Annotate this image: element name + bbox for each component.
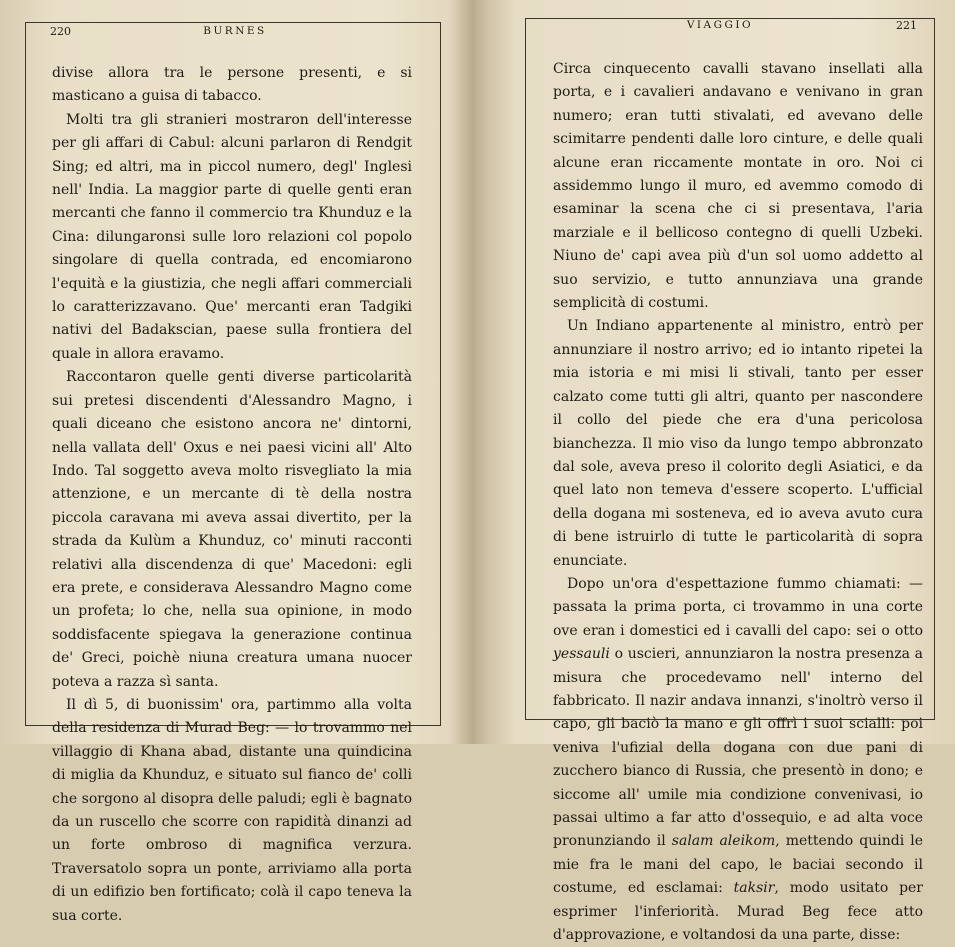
right-p3-part-c: , mettendo quindi le mie fra le mani del capo, le baciai secondo il costume, ed esclamai: <box>553 833 923 897</box>
left-page <box>0 0 470 924</box>
right-running-head: VIAGGIO <box>686 19 754 31</box>
left-paragraph-3: Raccontaron quelle genti diverse particolarità sui pretesi discendenti d'Alessandro Magno, i quali diceano che esistono ancora ne' dintorni, nella vallata dell' Oxus e nei paesi vicini all' Alto Indo. Tal soggetto aveva molto risvegliato la mia attenzione, e un mercante di tè della nostra piccola caravana mi aveva assai divertito, per la strada da Kulùm a Khunduz, co' minuti racconti relativi alla discendenza di que' Macedoni: egli era prete, e considerava Alessandro Magno come un profeta; lo che, nella sua opinione, in modo soddisfacente spiegava la generazione continua de' Greci, poichè niuna creatura umana nuocer poteva a razza sì santa. <box>52 369 412 690</box>
italic-salam-aleikom: salam aleikom <box>671 833 776 850</box>
left-paragraph-1: divise allora tra le persone presenti, e si masticano a guisa di tabacco. <box>52 65 412 105</box>
left-paragraph-2: Molti tra gli stranieri mostraron dell'interesse per gli affari di Cabul: alcuni parlaron di Rendgit Sing; ed altri, ma in piccol numero, degl' Inglesi nell' India. La maggior parte di quelle genti eran mercanti che fanno il commercio tra Khunduz e la Cina: dilungaronsi sulle loro relazioni col popolo singolare di quella contrada, ed encomiarono l'equità e la giustizia, che negli affari commerciali lo caratterizzavano. Que' mercanti eran Tadgiki nativi del Badakscian, paese sulla frontiera del quale in allora eravamo. <box>52 111 412 362</box>
right-page <box>485 0 955 944</box>
italic-yessauli: yessauli <box>553 646 610 663</box>
right-paragraph-2: Un Indiano appartenente al ministro, entrò per annunziare il nostro arrivo; ed io intanto ripetei la mia istoria e mi misi li stivali, tanto per esser calzato come tutti gli altri, quanto per nascondere il collo del piede che era d'una pericolosa bianchezza. Il mio viso da lungo tempo abbronzato dal sole, aveva preso il colorito degli Asiatici, e da quel lato non temeva d'essere scoperto. L'ufficial della dogana mi sosteneva, ed io aveva avuto cura di bene istruirlo di tutte le particolarità di sopra enunciate. <box>553 318 923 569</box>
right-paragraph-3 <box>553 573 923 947</box>
right-p3-part-d: , modo usitato per esprimer l'inferiorità. Murad Beg fece atto d'approvazione, e voltandosi da una parte, disse: <box>553 880 924 944</box>
left-page-header <box>0 22 470 40</box>
right-page-header <box>485 16 955 34</box>
right-paragraph-1: Circa cinquecento cavalli stavano insellati alla porta, e i cavalieri andavano e venivano in gran numero; eran tutti stivalati, ed avevano delle scimitarre pendenti dalle loro cinture, e delle quali alcune eran riccamente montate in oro. Noi ci assidemmo lungo il muro, ed avemmo comodo di esaminar la scena che ci si presentava, l'aria marziale e il bellicoso contegno di quelli Uzbeki. Niuno de' capi avea più d'un sol uomo addetto al suo servizio, e tutto annunziava una grande semplicità di costumi. <box>553 61 923 312</box>
left-page-number: 220 <box>50 25 71 38</box>
left-page-text <box>52 62 412 928</box>
left-running-head: BURNES <box>203 25 267 37</box>
left-paragraph-4: Il dì 5, di buonissim' ora, partimmo alla volta della residenza di Murad Beg: — lo trovammo nel villaggio di Khana abad, distante una quindicina di miglia da Khunduz, e situato sul fianco de' colli che sorgono al disopra delle paludi; egli è bagnato da un ruscello che scorre con rapidità dinanzi ad un forte ombroso di magnifica verzura. Traversatolo sopra un ponte, arriviamo alla porta di un edifizio ben fortificato; colà il capo teneva la sua corte. <box>52 696 412 924</box>
right-p3-part-b: o uscieri, annunziaron la nostra presenza a misura che procedevamo nell' interno del fabbricato. Il nazir andava innanzi, s'inoltrò verso il capo, gli baciò la mano e gli offrì i suoi scialli: poi veniva l'ufizial della dogana con due pani di zucchero bianco di Russia, che presentò in dono; e siccome all' umile mia condizione convenivasi, io passai ultimo a far atto d'ossequio, e ad alta voce pronunziando il <box>553 646 923 850</box>
right-page-number: 221 <box>896 19 917 32</box>
right-page-text <box>553 58 923 947</box>
italic-taksir: taksir <box>733 880 775 897</box>
right-p3-part-a: Dopo un'ora d'espettazione fummo chiamati: — passata la prima porta, ci trovammo in una corte ove eran i domestici ed i cavalli del capo: sei o otto <box>553 575 923 639</box>
